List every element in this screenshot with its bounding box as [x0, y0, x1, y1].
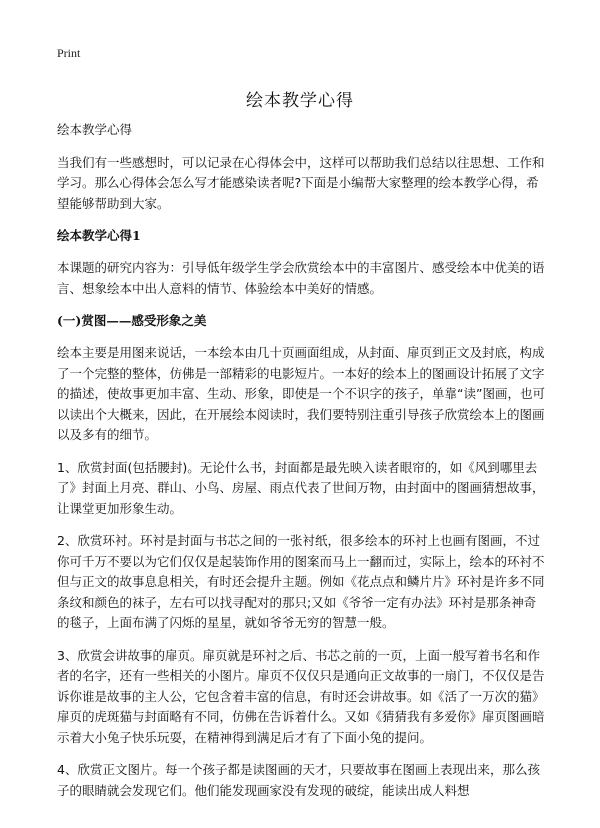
list-item: 2、欣赏环衬。环衬是封面与书芯之间的一张衬纸，很多绘本的环衬上也画有图画，不过你可千万不要以为它们仅仅是起装饰作用的图案而马上一翻而过，实际上，绘本的环衬不但与正文的故事息息相关，有时还会提升主题。例如《花点点和鳞片片》环衬是许多不同条纹和颜色的袜子，左右可以找寻配对的那只;又如《爷爷一定有办法》环衬是那条神奇的毯子，上面布满了闪烁的星星，就如爷爷无穷的智慧一般。	[57, 533, 545, 630]
print-link[interactable]: Print	[57, 46, 81, 60]
page-title: 绘本教学心得	[246, 91, 354, 112]
document-content	[57, 120, 547, 813]
subheading: (一)赏图——感受形象之美	[57, 313, 207, 328]
body-paragraph: 绘本主要是用图来说话，一本绘本由几十页画面组成，从封面、扉页到正文及封底，构成了一个完整的整体，仿佛是一部精彩的电影短片。一本好的绘本上的图画设计拓展了文字的描述，使故事更加丰富、生动、形象，即使是一个不识字的孩子，单靠“读”图画，也可以读出个大概来，因此，在开展绘本阅读时，我们要特别注重引导孩子欣赏绘本上的图画以及多有的细节。	[57, 345, 545, 442]
list-item: 1、欣赏封面(包括腰封)。无论什么书，封面都是最先映入读者眼帘的，如《风到哪里去了》封面上月亮、群山、小鸟、房屋、雨点代表了世间万物，由封面中的图画猜想故事，让课堂更加形象生动。	[57, 459, 545, 516]
list-item: 3、欣赏会讲故事的扉页。扉页就是环衬之后、书芯之前的一页，上面一般写着书名和作者的名字，还有一些相关的小图片。扉页不仅仅只是通向正文故事的一扇门，不仅仅是告诉你谁是故事的主人公，它包含着丰富的信息，有时还会讲故事。如《活了一万次的猫》扉页的虎斑猫与封面略有不同，仿佛在告诉着什么。又如《猜猜我有多爱你》扉页图画暗示着大小兔子快乐玩耍，在精神得到满足后才有了下面小兔的提问。	[57, 647, 545, 745]
list-item: 4、欣赏正文图片。每一个孩子都是读图画的天才，只要故事在图画上表现出来，那么孩子的眼睛就会发现它们。他们能发现画家没有发现的破绽，能读出成人料想	[57, 762, 540, 798]
document-subtitle: 绘本教学心得	[57, 122, 133, 137]
section-heading: 绘本教学心得1	[57, 228, 141, 243]
intro-paragraph: 当我们有一些感想时，可以记录在心得体会中，这样可以帮助我们总结以往思想、工作和学习。那么心得体会怎么写才能感染读者呢?下面是小编帮大家整理的绘本教学心得，希望能够帮助到大家。	[57, 154, 545, 211]
section-intro-paragraph: 本课题的研究内容为：引导低年级学生学会欣赏绘本中的丰富图片、感受绘本中优美的语言、想象绘本中出人意料的情节、体验绘本中美好的情感。	[57, 260, 545, 296]
